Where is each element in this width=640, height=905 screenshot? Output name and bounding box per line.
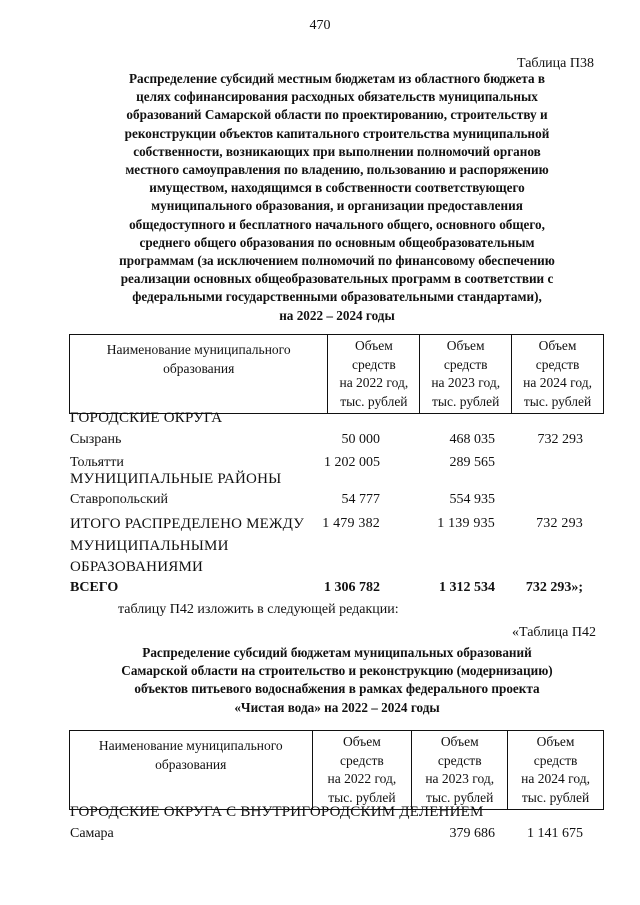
itogo-row: ИТОГО РАСПРЕДЕЛЕНО МЕЖДУ 1 479 382 1 139 935 732 293: [70, 516, 583, 532]
title-line: на 2022 – 2024 годы: [279, 307, 395, 323]
title-line: среднего общего образования по основным общеобразовательным: [139, 234, 535, 250]
table-title-p42: [70, 644, 604, 717]
header-2023-cell: Объем средств на 2023 год, тыс. рублей: [420, 335, 512, 414]
title-line: целях софинансирования расходных обязательств муниципальных: [136, 89, 538, 105]
section-heading: ГОРОДСКИЕ ОКРУГА: [70, 410, 223, 426]
title-line: Самарской области на строительство и реконструкцию (модернизацию): [121, 663, 553, 679]
table-ref-p42: «Таблица П42: [512, 625, 596, 640]
header-2023-cell: Объем средств на 2023 год, тыс. рублей: [412, 731, 508, 810]
header-2022-cell: Объем средств на 2022 год, тыс. рублей: [328, 335, 420, 414]
title-line: Распределение субсидий бюджетам муниципальных образований: [142, 645, 532, 660]
title-line: имуществом, находящимся в собственности соответствующего: [149, 180, 525, 196]
table-row: Ставропольский 54 777 554 935: [70, 492, 495, 507]
table-row: Сызрань 50 000 468 035 732 293: [70, 432, 583, 447]
header-2024-cell: Объем средств на 2024 год, тыс. рублей: [508, 731, 604, 810]
page-number: 470: [309, 18, 331, 33]
title-line: собственности, возникающих при выполнении полномочий органов: [133, 143, 541, 159]
title-line: программам (за исключением полномочий по финансовому обеспечению: [119, 253, 555, 269]
title-line: образований Самарской области по проектированию, строительству и: [126, 107, 548, 123]
title-line: Распределение субсидий местным бюджетам из областного бюджета в: [129, 71, 545, 86]
title-line: местного самоуправления по владению, пользованию и распоряжению: [125, 162, 549, 178]
header-name-cell: Наименование муниципального образования: [70, 335, 328, 414]
table-row: Тольятти 1 202 005 289 565: [70, 455, 495, 470]
itogo-line: МУНИЦИПАЛЬНЫМИ: [70, 538, 229, 554]
header-2024-cell: Объем средств на 2024 год, тыс. рублей: [512, 335, 604, 414]
title-line: федеральными государственными образовательными стандартами),: [132, 289, 542, 305]
header-name-cell: Наименование муниципального образования: [70, 731, 313, 810]
itogo-line: ОБРАЗОВАНИЯМИ: [70, 559, 204, 575]
table-header-p38: [69, 334, 604, 414]
transition-text: таблицу П42 изложить в следующей редакции:: [118, 602, 399, 617]
title-line: «Чистая вода» на 2022 – 2024 годы: [234, 699, 440, 715]
table-ref-p38: Таблица П38: [517, 56, 594, 71]
table-header-p42: [69, 730, 604, 810]
table-title-p38: [70, 70, 604, 325]
header-2022-cell: Объем средств на 2022 год, тыс. рублей: [312, 731, 412, 810]
section-heading: ГОРОДСКИЕ ОКРУГА С ВНУТРИГОРОДСКИМ ДЕЛЕНИЕМ: [70, 804, 484, 820]
title-line: объектов питьевого водоснабжения в рамках федерального проекта: [134, 681, 540, 697]
title-line: реконструкции объектов капитального строительства муниципальной: [124, 125, 550, 141]
vsego-row: ВСЕГО 1 306 782 1 312 534 732 293»;: [70, 580, 583, 595]
table-row: Самара 379 686 1 141 675: [70, 826, 583, 841]
title-line: общедоступного и бесплатного начального общего, основного общего,: [129, 216, 545, 232]
title-line: муниципального образования, и организации предоставления: [151, 198, 523, 214]
section-heading: МУНИЦИПАЛЬНЫЕ РАЙОНЫ: [70, 471, 282, 487]
title-line: реализации основных общеобразовательных программ в соответствии с: [120, 271, 554, 287]
